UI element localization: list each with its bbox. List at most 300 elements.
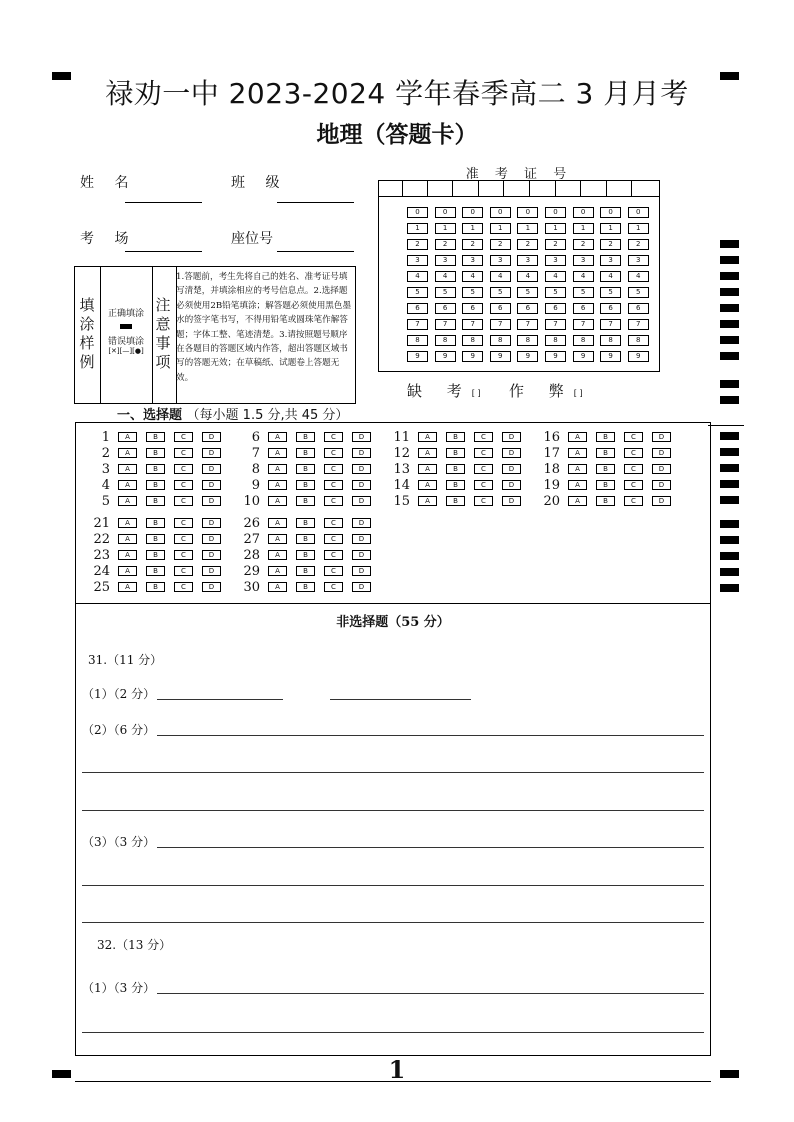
notice-label: 注 意 事 项: [155, 296, 171, 371]
option-bubble[interactable]: A: [118, 518, 137, 528]
option-bubble[interactable]: D: [352, 464, 371, 474]
option-bubble[interactable]: A: [418, 432, 437, 442]
divider: [708, 425, 744, 426]
seat-field[interactable]: [277, 251, 354, 252]
digit-bubble[interactable]: 6: [600, 303, 621, 314]
choice-section-title: [117, 404, 348, 423]
option-bubble[interactable]: D: [202, 566, 221, 576]
option-bubble[interactable]: A: [268, 534, 287, 544]
question-number: 29: [243, 563, 260, 579]
absent-label: [407, 380, 481, 401]
digit-bubble[interactable]: 5: [462, 287, 483, 298]
digit-bubble[interactable]: 7: [435, 319, 456, 330]
digit-bubble[interactable]: 4: [490, 271, 511, 282]
digit-bubble[interactable]: 5: [490, 287, 511, 298]
option-bubble[interactable]: C: [324, 496, 343, 506]
digit-bubble[interactable]: 6: [407, 303, 428, 314]
option-bubble[interactable]: D: [502, 448, 521, 458]
timing-mark: [720, 336, 739, 344]
answer-line[interactable]: [82, 885, 704, 886]
answer-line[interactable]: [82, 810, 704, 811]
choice-scoring: （每小题 1.5 分,共 45 分）: [186, 408, 349, 423]
digit-bubble[interactable]: 6: [435, 303, 456, 314]
option-bubble[interactable]: B: [296, 448, 315, 458]
question-number: 11: [393, 429, 410, 445]
option-bubble[interactable]: D: [352, 582, 371, 592]
digit-bubble[interactable]: 8: [517, 335, 538, 346]
digit-bubble[interactable]: 0: [462, 207, 483, 218]
option-bubble[interactable]: C: [324, 480, 343, 490]
question-number: 22: [93, 531, 110, 547]
option-bubble[interactable]: A: [268, 432, 287, 442]
digit-bubble[interactable]: 9: [490, 351, 511, 362]
option-bubble[interactable]: C: [324, 518, 343, 528]
digit-bubble[interactable]: 3: [600, 255, 621, 266]
choice-question: [538, 430, 680, 444]
option-bubble[interactable]: D: [352, 534, 371, 544]
option-bubble[interactable]: C: [324, 534, 343, 544]
option-bubble[interactable]: C: [174, 518, 193, 528]
digit-bubble[interactable]: 0: [628, 207, 649, 218]
correct-fill-label: 正确填涂: [107, 309, 144, 319]
digit-bubble[interactable]: 0: [573, 207, 594, 218]
option-bubble[interactable]: C: [624, 448, 643, 458]
timing-mark: [720, 568, 739, 576]
option-bubble[interactable]: C: [174, 550, 193, 560]
option-bubble[interactable]: A: [118, 464, 137, 474]
option-bubble[interactable]: D: [652, 432, 671, 442]
question-number: 7: [251, 445, 260, 461]
digit-bubble[interactable]: 0: [435, 207, 456, 218]
option-bubble[interactable]: B: [146, 534, 165, 544]
choice-question: [538, 462, 680, 476]
answer-line[interactable]: [82, 1032, 704, 1033]
divider: [75, 1081, 711, 1082]
option-bubble[interactable]: D: [202, 582, 221, 592]
timing-mark: [720, 584, 739, 592]
option-bubble[interactable]: B: [146, 448, 165, 458]
timing-mark: [720, 552, 739, 560]
option-bubble[interactable]: C: [324, 464, 343, 474]
digit-bubble[interactable]: 7: [628, 319, 649, 330]
option-bubble[interactable]: C: [324, 448, 343, 458]
answer-line[interactable]: [157, 735, 704, 736]
option-bubble[interactable]: D: [502, 464, 521, 474]
option-bubble[interactable]: A: [268, 518, 287, 528]
option-bubble[interactable]: B: [296, 496, 315, 506]
digit-bubble[interactable]: 8: [545, 335, 566, 346]
option-bubble[interactable]: A: [268, 496, 287, 506]
option-bubble[interactable]: C: [174, 534, 193, 544]
question-number: 6: [251, 429, 260, 445]
digit-bubble[interactable]: 1: [435, 223, 456, 234]
option-bubble[interactable]: B: [296, 566, 315, 576]
option-bubble[interactable]: B: [146, 464, 165, 474]
option-bubble[interactable]: A: [268, 480, 287, 490]
option-bubble[interactable]: D: [202, 464, 221, 474]
option-bubble[interactable]: C: [324, 550, 343, 560]
digit-bubble[interactable]: 4: [435, 271, 456, 282]
option-bubble[interactable]: C: [324, 582, 343, 592]
class-label: 班 级: [231, 175, 288, 191]
option-bubble[interactable]: A: [268, 464, 287, 474]
digit-bubble[interactable]: 7: [545, 319, 566, 330]
digit-bubble[interactable]: 8: [407, 335, 428, 346]
option-bubble[interactable]: B: [296, 464, 315, 474]
digit-bubble[interactable]: 8: [435, 335, 456, 346]
fill-sample: [100, 306, 152, 355]
question-number: 4: [101, 477, 110, 493]
digit-bubble[interactable]: 6: [490, 303, 511, 314]
option-bubble[interactable]: D: [202, 496, 221, 506]
question-number: 12: [393, 445, 410, 461]
digit-bubble[interactable]: 9: [517, 351, 538, 362]
digit-bubble[interactable]: 3: [462, 255, 483, 266]
page-subtitle: 地理（答题卡）: [316, 122, 478, 148]
timing-mark: [720, 496, 739, 504]
option-bubble[interactable]: A: [118, 496, 137, 506]
option-bubble[interactable]: A: [568, 448, 587, 458]
admission-digit-grid: [407, 207, 655, 367]
option-bubble[interactable]: C: [624, 496, 643, 506]
option-bubble[interactable]: B: [596, 448, 615, 458]
option-bubble[interactable]: B: [446, 496, 465, 506]
digit-bubble[interactable]: 7: [407, 319, 428, 330]
option-bubble[interactable]: B: [446, 448, 465, 458]
option-bubble[interactable]: A: [118, 534, 137, 544]
cheat-bubble[interactable]: [ ]: [573, 389, 583, 398]
digit-bubble[interactable]: 8: [462, 335, 483, 346]
option-bubble[interactable]: B: [296, 432, 315, 442]
digit-bubble[interactable]: 3: [517, 255, 538, 266]
digit-bubble[interactable]: 4: [628, 271, 649, 282]
choice-question: [238, 446, 380, 460]
digit-bubble[interactable]: 1: [573, 223, 594, 234]
digit-bubble[interactable]: 7: [462, 319, 483, 330]
divider: [75, 603, 711, 604]
digit-bubble[interactable]: 9: [600, 351, 621, 362]
digit-bubble[interactable]: 7: [517, 319, 538, 330]
option-bubble[interactable]: D: [352, 550, 371, 560]
option-bubble[interactable]: A: [118, 448, 137, 458]
option-bubble[interactable]: C: [624, 480, 643, 490]
choice-question: [88, 516, 230, 530]
option-bubble[interactable]: C: [474, 432, 493, 442]
choice-question: [238, 462, 380, 476]
option-bubble[interactable]: D: [352, 480, 371, 490]
page-number: 1: [388, 1055, 406, 1084]
option-bubble[interactable]: C: [174, 480, 193, 490]
divider: [378, 196, 660, 197]
digit-bubble[interactable]: 8: [628, 335, 649, 346]
option-bubble[interactable]: B: [146, 582, 165, 592]
digit-bubble[interactable]: 8: [573, 335, 594, 346]
option-bubble[interactable]: D: [652, 496, 671, 506]
digit-bubble[interactable]: 4: [545, 271, 566, 282]
digit-bubble[interactable]: 1: [490, 223, 511, 234]
option-bubble[interactable]: B: [446, 480, 465, 490]
digit-bubble[interactable]: 5: [600, 287, 621, 298]
option-bubble[interactable]: C: [174, 432, 193, 442]
digit-bubble[interactable]: 0: [490, 207, 511, 218]
digit-bubble[interactable]: 9: [462, 351, 483, 362]
digit-bubble[interactable]: 2: [462, 239, 483, 250]
option-bubble[interactable]: C: [174, 566, 193, 576]
option-bubble[interactable]: A: [118, 582, 137, 592]
question-number: 13: [393, 461, 410, 477]
option-bubble[interactable]: B: [296, 550, 315, 560]
digit-bubble[interactable]: 7: [573, 319, 594, 330]
digit-bubble[interactable]: 8: [600, 335, 621, 346]
choice-question: [238, 516, 380, 530]
digit-bubble[interactable]: 5: [573, 287, 594, 298]
answer-line[interactable]: [157, 993, 704, 994]
option-bubble[interactable]: C: [174, 582, 193, 592]
option-bubble[interactable]: C: [474, 464, 493, 474]
answer-line[interactable]: [330, 699, 471, 700]
option-bubble[interactable]: A: [568, 464, 587, 474]
option-bubble[interactable]: B: [296, 480, 315, 490]
timing-mark: [720, 304, 739, 312]
choice-question: [88, 564, 230, 578]
wrong-fill-label: 错误填涂: [107, 337, 144, 347]
option-bubble[interactable]: B: [596, 464, 615, 474]
option-bubble[interactable]: B: [146, 480, 165, 490]
choice-question: [238, 548, 380, 562]
digit-bubble[interactable]: 6: [545, 303, 566, 314]
option-bubble[interactable]: D: [202, 534, 221, 544]
question-number: 20: [543, 493, 560, 509]
option-bubble[interactable]: D: [202, 448, 221, 458]
option-bubble[interactable]: C: [324, 566, 343, 576]
option-bubble[interactable]: D: [352, 518, 371, 528]
digit-bubble[interactable]: 4: [600, 271, 621, 282]
digit-bubble[interactable]: 5: [545, 287, 566, 298]
question-number: 16: [543, 429, 560, 445]
option-bubble[interactable]: D: [352, 432, 371, 442]
option-bubble[interactable]: A: [118, 432, 137, 442]
timing-mark: [720, 396, 739, 404]
digit-bubble[interactable]: 3: [407, 255, 428, 266]
option-bubble[interactable]: A: [418, 480, 437, 490]
choice-question: [388, 494, 530, 508]
choice-question: [388, 430, 530, 444]
digit-bubble[interactable]: 2: [545, 239, 566, 250]
question-number: 8: [251, 461, 260, 477]
option-bubble[interactable]: B: [596, 432, 615, 442]
subjective-title: 非选择题（55 分）: [336, 615, 450, 630]
digit-bubble[interactable]: 3: [573, 255, 594, 266]
option-bubble[interactable]: A: [268, 566, 287, 576]
digit-bubble[interactable]: 9: [407, 351, 428, 362]
option-bubble[interactable]: B: [296, 518, 315, 528]
choice-question: [238, 478, 380, 492]
correct-fill-mark: [120, 324, 132, 329]
option-bubble[interactable]: A: [268, 582, 287, 592]
choice-question: [88, 494, 230, 508]
option-bubble[interactable]: C: [324, 432, 343, 442]
digit-bubble[interactable]: 3: [628, 255, 649, 266]
digit-bubble[interactable]: 2: [600, 239, 621, 250]
option-bubble[interactable]: C: [174, 448, 193, 458]
option-bubble[interactable]: B: [596, 480, 615, 490]
digit-bubble[interactable]: 9: [435, 351, 456, 362]
digit-bubble[interactable]: 4: [462, 271, 483, 282]
q31-part3: （3）（3 分）: [82, 835, 156, 849]
timing-mark: [720, 448, 739, 456]
answer-line[interactable]: [157, 699, 283, 700]
absent-bubble[interactable]: [ ]: [471, 389, 481, 398]
option-bubble[interactable]: D: [352, 566, 371, 576]
option-bubble[interactable]: D: [652, 464, 671, 474]
digit-bubble[interactable]: 2: [517, 239, 538, 250]
digit-bubble[interactable]: 0: [407, 207, 428, 218]
option-bubble[interactable]: A: [418, 464, 437, 474]
digit-bubble[interactable]: 4: [517, 271, 538, 282]
option-bubble[interactable]: A: [118, 480, 137, 490]
digit-bubble[interactable]: 2: [628, 239, 649, 250]
option-bubble[interactable]: A: [118, 566, 137, 576]
option-bubble[interactable]: D: [202, 480, 221, 490]
digit-bubble[interactable]: 5: [435, 287, 456, 298]
option-bubble[interactable]: B: [146, 496, 165, 506]
name-field[interactable]: [125, 202, 202, 203]
choice-heading: 一、选择题: [117, 408, 183, 423]
option-bubble[interactable]: A: [418, 496, 437, 506]
digit-bubble[interactable]: 5: [407, 287, 428, 298]
option-bubble[interactable]: C: [474, 480, 493, 490]
digit-bubble[interactable]: 3: [435, 255, 456, 266]
option-bubble[interactable]: D: [202, 432, 221, 442]
digit-bubble[interactable]: 6: [462, 303, 483, 314]
digit-bubble[interactable]: 0: [517, 207, 538, 218]
question-number: 3: [101, 461, 110, 477]
option-bubble[interactable]: B: [446, 464, 465, 474]
option-bubble[interactable]: A: [118, 550, 137, 560]
timing-mark: [720, 288, 739, 296]
option-bubble[interactable]: A: [568, 432, 587, 442]
page-title: 禄劝一中 2023-2024 学年春季高二 3 月月考: [105, 77, 689, 110]
digit-bubble[interactable]: 1: [545, 223, 566, 234]
digit-bubble[interactable]: 8: [490, 335, 511, 346]
option-bubble[interactable]: C: [624, 432, 643, 442]
timing-mark: [720, 272, 739, 280]
q32-part1: （1）（3 分）: [82, 981, 156, 995]
answer-line[interactable]: [82, 772, 704, 773]
digit-bubble[interactable]: 6: [517, 303, 538, 314]
option-bubble[interactable]: B: [146, 432, 165, 442]
timing-mark: [720, 320, 739, 328]
option-bubble[interactable]: B: [446, 432, 465, 442]
digit-bubble[interactable]: 1: [628, 223, 649, 234]
option-bubble[interactable]: D: [652, 480, 671, 490]
option-bubble[interactable]: B: [146, 566, 165, 576]
cheat-text: 作 弊: [509, 382, 574, 400]
option-bubble[interactable]: D: [502, 496, 521, 506]
option-bubble[interactable]: A: [268, 550, 287, 560]
digit-bubble[interactable]: 5: [628, 287, 649, 298]
cheat-label: [509, 380, 583, 401]
room-field[interactable]: [125, 251, 202, 252]
question-number: 15: [393, 493, 410, 509]
digit-bubble[interactable]: 2: [573, 239, 594, 250]
digit-bubble[interactable]: 9: [628, 351, 649, 362]
option-bubble[interactable]: A: [418, 448, 437, 458]
digit-bubble[interactable]: 3: [545, 255, 566, 266]
question-31: 31.（11 分）: [88, 653, 163, 667]
option-bubble[interactable]: B: [596, 496, 615, 506]
digit-bubble[interactable]: 7: [600, 319, 621, 330]
option-bubble[interactable]: D: [652, 448, 671, 458]
digit-bubble[interactable]: 1: [600, 223, 621, 234]
admission-write-cells[interactable]: [402, 180, 632, 197]
option-bubble[interactable]: D: [202, 550, 221, 560]
digit-bubble[interactable]: 2: [407, 239, 428, 250]
option-bubble[interactable]: C: [174, 464, 193, 474]
choice-question: [238, 430, 380, 444]
choice-question: [238, 564, 380, 578]
option-bubble[interactable]: A: [268, 448, 287, 458]
option-bubble[interactable]: A: [568, 480, 587, 490]
digit-bubble[interactable]: 9: [545, 351, 566, 362]
question-number: 26: [243, 515, 260, 531]
digit-bubble[interactable]: 3: [490, 255, 511, 266]
option-bubble[interactable]: A: [568, 496, 587, 506]
option-bubble[interactable]: B: [146, 518, 165, 528]
question-number: 18: [543, 461, 560, 477]
digit-bubble[interactable]: 2: [435, 239, 456, 250]
option-bubble[interactable]: C: [474, 496, 493, 506]
digit-bubble[interactable]: 1: [407, 223, 428, 234]
option-bubble[interactable]: C: [174, 496, 193, 506]
option-bubble[interactable]: D: [502, 432, 521, 442]
digit-bubble[interactable]: 9: [573, 351, 594, 362]
choice-question: [538, 494, 680, 508]
option-bubble[interactable]: B: [146, 550, 165, 560]
option-bubble[interactable]: D: [202, 518, 221, 528]
choice-question: [88, 532, 230, 546]
digit-bubble[interactable]: 4: [407, 271, 428, 282]
choice-question: [388, 446, 530, 460]
question-number: 24: [93, 563, 110, 579]
digit-bubble[interactable]: 1: [462, 223, 483, 234]
option-bubble[interactable]: B: [296, 582, 315, 592]
digit-bubble[interactable]: 0: [545, 207, 566, 218]
question-number: 10: [243, 493, 260, 509]
wrong-fill-glyphs: [✕][—][●]: [108, 347, 144, 355]
class-field[interactable]: [277, 202, 354, 203]
option-bubble[interactable]: C: [474, 448, 493, 458]
option-bubble[interactable]: D: [352, 496, 371, 506]
digit-bubble[interactable]: 5: [517, 287, 538, 298]
option-bubble[interactable]: D: [502, 480, 521, 490]
room-label: 考 场: [80, 231, 137, 247]
digit-bubble[interactable]: 2: [490, 239, 511, 250]
answer-line[interactable]: [82, 922, 704, 923]
question-number: 5: [101, 493, 110, 509]
digit-bubble[interactable]: 4: [573, 271, 594, 282]
timing-mark: [720, 536, 739, 544]
option-bubble[interactable]: B: [296, 534, 315, 544]
digit-bubble[interactable]: 7: [490, 319, 511, 330]
digit-bubble[interactable]: 6: [573, 303, 594, 314]
digit-bubble[interactable]: 0: [600, 207, 621, 218]
option-bubble[interactable]: C: [624, 464, 643, 474]
digit-bubble[interactable]: 1: [517, 223, 538, 234]
option-bubble[interactable]: D: [352, 448, 371, 458]
answer-line[interactable]: [157, 847, 704, 848]
digit-bubble[interactable]: 6: [628, 303, 649, 314]
